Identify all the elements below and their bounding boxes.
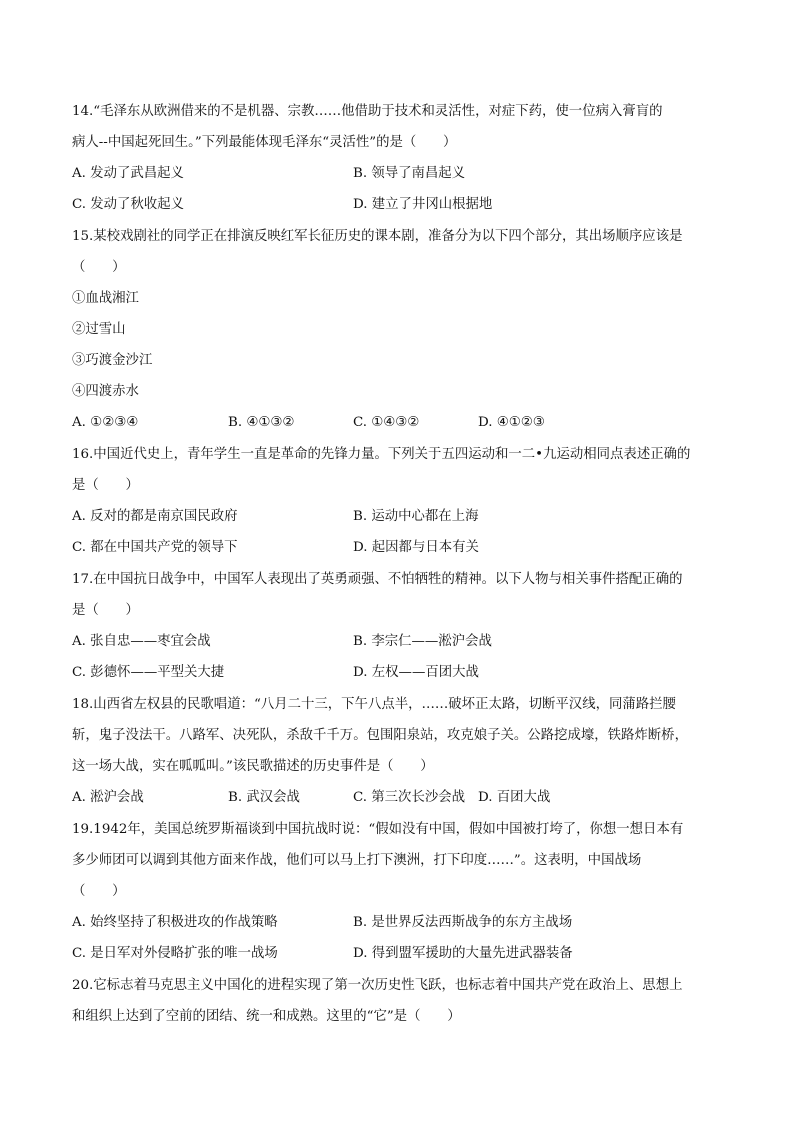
q14-stem-line2: 病人--中国起死回生。”下列最能体现毛泽东“灵活性”的是（ ） bbox=[72, 135, 457, 150]
q15-option-d: D. ④①②③ bbox=[478, 415, 545, 430]
q15-option-b: B. ④①③② bbox=[228, 415, 295, 430]
q18-stem-line1: 18.山西省左权县的民歌唱道：“八月二十三，下午八点半，……破坏正太路，切断平汉线，同蒲路拦腰 bbox=[72, 697, 676, 712]
q19-option-a: A. 始终坚持了积极进攻的作战策略 bbox=[72, 915, 278, 930]
q19-option-d: D. 得到盟军援助的大量先进武器装备 bbox=[353, 946, 573, 961]
q16-option-a: A. 反对的都是南京国民政府 bbox=[72, 509, 238, 524]
q19-stem-line1: 19.1942年，美国总统罗斯福谈到中国抗战时说：“假如没有中国，假如中国被打垮了，你想一想日本有 bbox=[72, 822, 684, 837]
q15-stem-line1: 15.某校戏剧社的同学正在排演反映红军长征历史的课本剧，准备分为以下四个部分，其出场顺序应该是 bbox=[72, 229, 683, 244]
q16-option-d: D. 起因都与日本有关 bbox=[353, 540, 479, 555]
q15-item-4: ④四渡赤水 bbox=[72, 384, 139, 399]
q17-option-d: D. 左权——百团大战 bbox=[353, 665, 479, 680]
q17-option-c: C. 彭德怀——平型关大捷 bbox=[72, 665, 225, 680]
q18-option-c: C. 第三次长沙会战 bbox=[353, 790, 466, 805]
q14-option-a: A. 发动了武昌起义 bbox=[72, 166, 184, 181]
q19-option-b: B. 是世界反法西斯战争的东方主战场 bbox=[353, 915, 573, 930]
q19-option-c: C. 是日军对外侵略扩张的唯一战场 bbox=[72, 946, 278, 961]
q18-option-d: D. 百团大战 bbox=[478, 790, 551, 805]
q15-item-2: ②过雪山 bbox=[72, 322, 126, 337]
q15-item-3: ③巧渡金沙江 bbox=[72, 353, 153, 368]
q14-option-b: B. 领导了南昌起义 bbox=[353, 166, 466, 181]
q16-option-c: C. 都在中国共产党的领导下 bbox=[72, 540, 238, 555]
q19-stem-line2: 多少师团可以调到其他方面来作战，他们可以马上打下澳洲，打下印度……”。这表明，中国战场 bbox=[72, 853, 642, 868]
q18-stem-line3: 这一场大战，实在呱呱叫。”该民歌描述的历史事件是（ ） bbox=[72, 759, 434, 774]
q15-stem-line2: （ ） bbox=[72, 260, 126, 275]
q19-stem-line3: （ ） bbox=[72, 884, 126, 899]
q16-stem-line2: 是（ ） bbox=[72, 478, 139, 493]
q16-stem-line1: 16.中国近代史上，青年学生一直是革命的先锋力量。下列关于五四运动和一二•九运动相同点表述正确的 bbox=[72, 447, 691, 462]
q14-option-c: C. 发动了秋收起义 bbox=[72, 197, 185, 212]
q15-option-a: A. ①②③④ bbox=[72, 415, 139, 430]
q14-stem-line1: 14.“毛泽东从欧洲借来的不是机器、宗教……他借助于技术和灵活性，对症下药，使一位病入膏肓的 bbox=[72, 104, 663, 119]
q16-option-b: B. 运动中心都在上海 bbox=[353, 509, 479, 524]
q15-option-c: C. ①④③② bbox=[353, 415, 420, 430]
q20-stem-line2: 和组织上达到了空前的团结、统一和成熟。这里的“它”是（ ） bbox=[72, 1009, 461, 1024]
q18-stem-line2: 斩，鬼子没法干。八路军、决死队，杀敌千千万。包围阳泉站，攻克娘子关。公路挖成壕，铁路炸断桥， bbox=[72, 728, 688, 743]
q14-option-d: D. 建立了井冈山根据地 bbox=[353, 197, 493, 212]
q17-option-b: B. 李宗仁——淞沪会战 bbox=[353, 634, 492, 649]
q20-stem-line1: 20.它标志着马克思主义中国化的进程实现了第一次历史性飞跃，也标志着中国共产党在政治上、思想上 bbox=[72, 978, 683, 993]
q15-item-1: ①血战湘江 bbox=[72, 291, 139, 306]
q17-option-a: A. 张自忠——枣宜会战 bbox=[72, 634, 211, 649]
q18-option-b: B. 武汉会战 bbox=[228, 790, 300, 805]
q17-stem-line1: 17.在中国抗日战争中，中国军人表现出了英勇顽强、不怕牺牲的精神。以下人物与相关事件搭配正确的 bbox=[72, 572, 683, 587]
q18-option-a: A. 淞沪会战 bbox=[72, 790, 144, 805]
q17-stem-line2: 是（ ） bbox=[72, 603, 139, 618]
